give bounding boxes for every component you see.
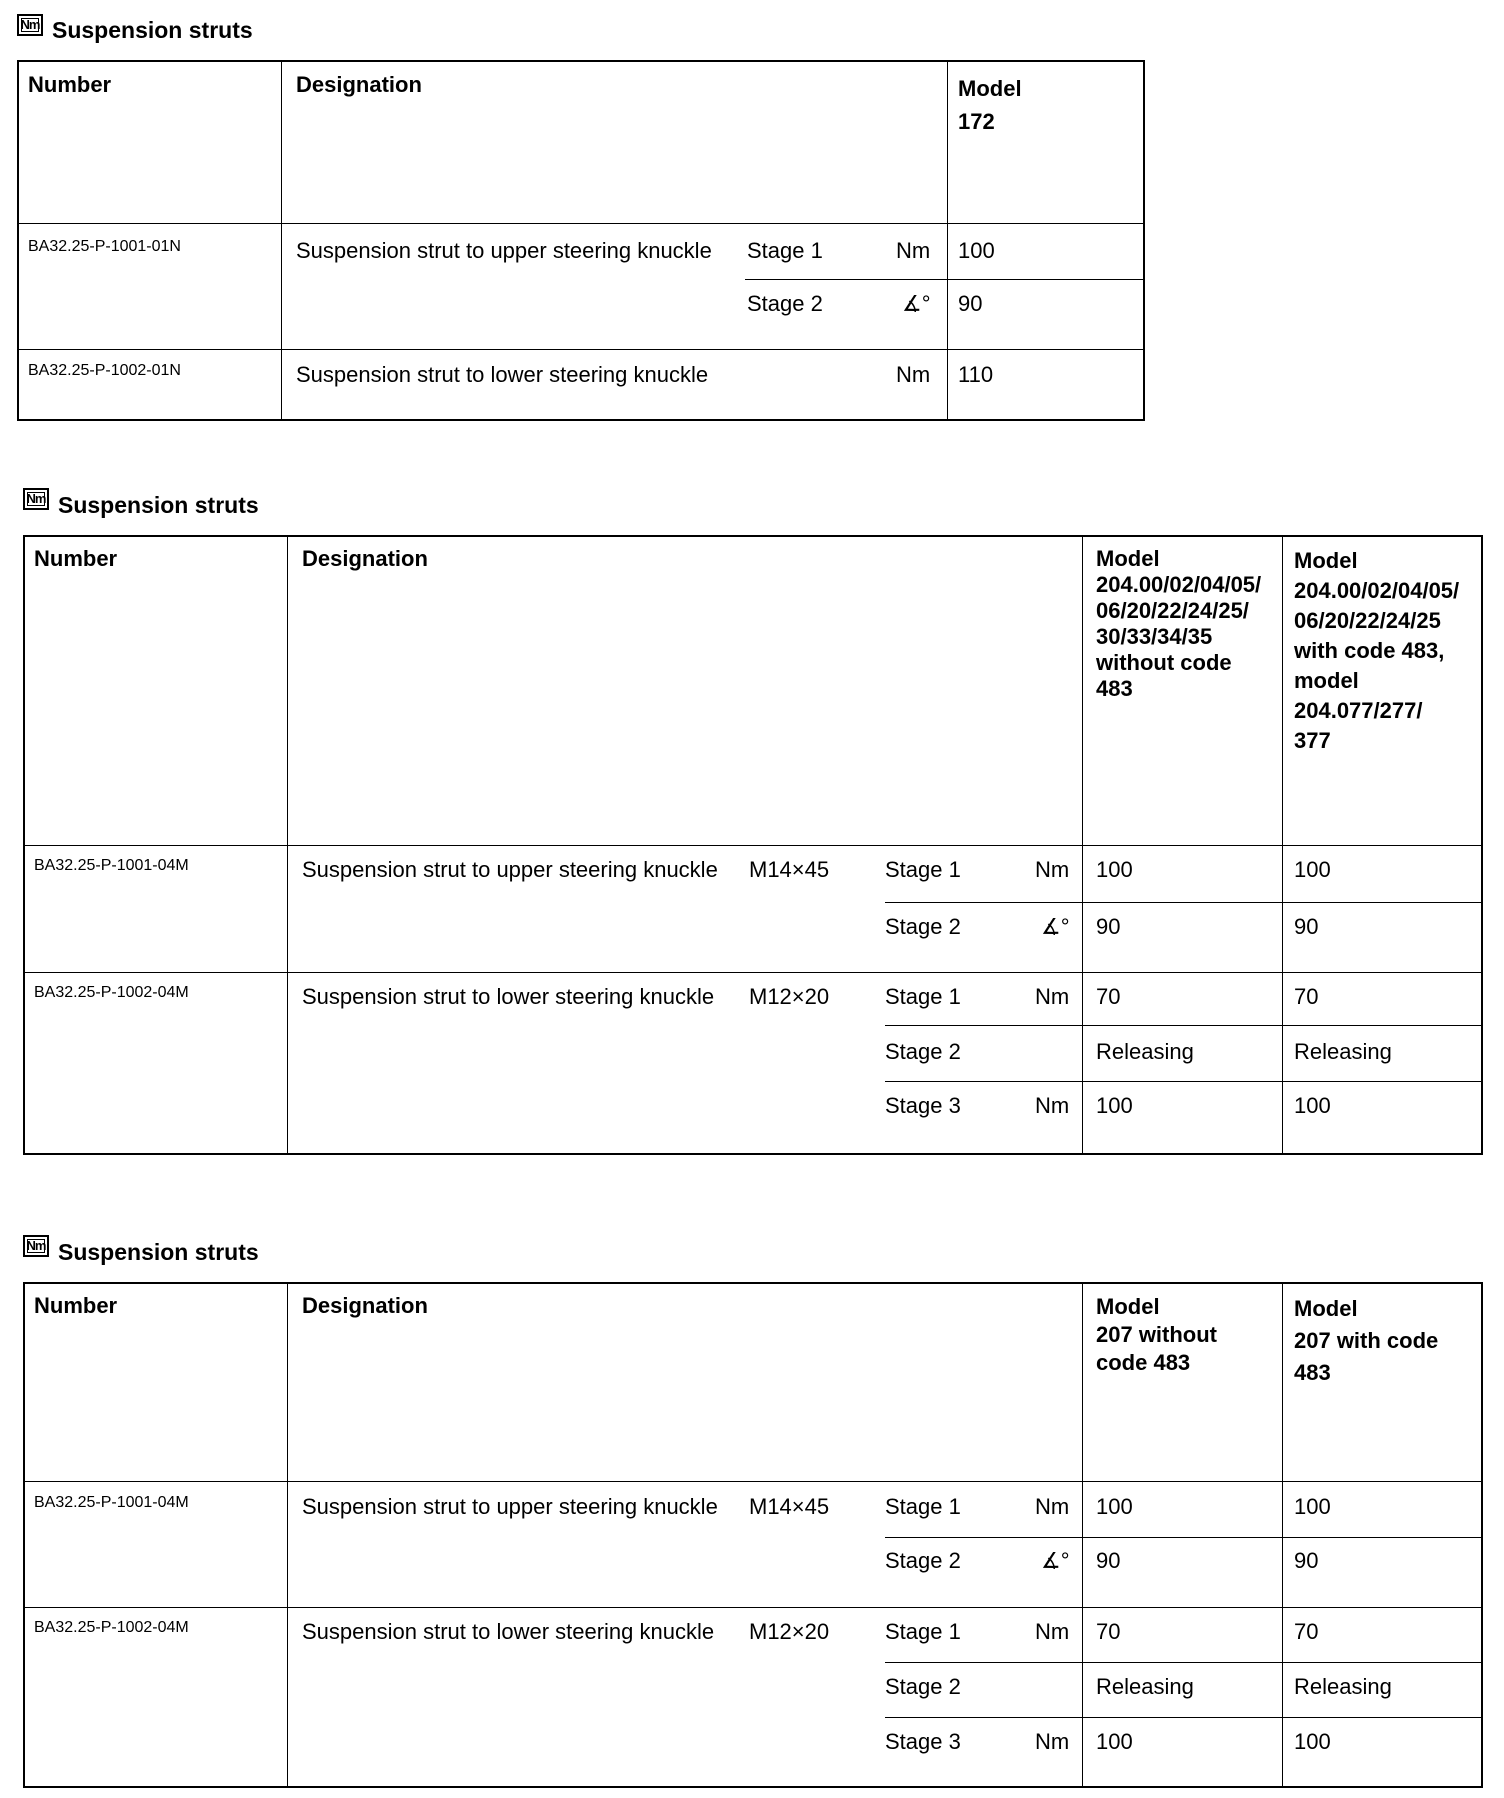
releasing-text: Releasing <box>1294 1039 1392 1064</box>
header-model: Model 207 without code 483 <box>1096 1294 1218 1375</box>
part-number: BA32.25-P-1001-04M <box>34 1494 189 1511</box>
stage-label: Stage 2 <box>885 1674 961 1699</box>
thread-size: M14×45 <box>749 857 830 882</box>
stage-label: Stage 1 <box>747 238 823 263</box>
designation-text: Suspension strut to lower steering knuckle <box>302 1619 715 1644</box>
torque-value: 70 <box>1294 984 1319 1009</box>
torque-value: 110 <box>958 362 994 387</box>
designation-text: Suspension strut to upper steering knuckle <box>302 857 718 882</box>
torque-value: 100 <box>1096 1494 1133 1519</box>
stage-label: Stage 2 <box>747 291 823 316</box>
angle-icon: ∡° <box>1041 1548 1070 1573</box>
designation-text: Suspension strut to upper steering knuckle <box>302 1494 718 1519</box>
part-number: BA32.25-P-1002-04M <box>34 1619 189 1636</box>
unit-nm: Nm <box>1035 1729 1070 1754</box>
stage-label: Stage 1 <box>885 1494 961 1519</box>
header-designation: Designation <box>302 1293 428 1318</box>
torque-nm-icon: Nm <box>23 1235 49 1257</box>
header-model: Model 204.00/02/04/05/ 06/20/22/24/25/ 30/33/34/35 without code 483 <box>1096 546 1262 701</box>
thread-size: M12×20 <box>749 984 830 1009</box>
torque-nm-icon: Nm <box>17 14 43 36</box>
thread-size: M12×20 <box>749 1619 830 1644</box>
part-number: BA32.25-P-1002-04M <box>34 984 189 1001</box>
releasing-text: Releasing <box>1096 1039 1194 1064</box>
angle-value: 90 <box>1096 914 1121 939</box>
header-model: Model 207 with code 483 <box>1294 1296 1439 1385</box>
section-title: Suspension struts <box>58 1239 259 1265</box>
section-title: Suspension struts <box>52 17 253 43</box>
torque-value: 100 <box>1294 1494 1331 1519</box>
header-number: Number <box>34 1293 118 1318</box>
angle-value: 90 <box>1294 1548 1319 1573</box>
part-number: BA32.25-P-1001-04M <box>34 857 189 874</box>
header-designation: Designation <box>296 72 422 97</box>
stage-label: Stage 3 <box>885 1729 961 1754</box>
stage-label: Stage 3 <box>885 1093 961 1118</box>
stage-label: Stage 1 <box>885 984 961 1009</box>
header-model: Model 172 <box>958 76 1022 134</box>
part-number: BA32.25-P-1002-01N <box>28 362 181 379</box>
torque-value: 100 <box>1294 1729 1331 1754</box>
torque-value: 70 <box>1096 984 1121 1009</box>
header-model: Model 204.00/02/04/05/ 06/20/22/24/25 with code 483, model 204.077/277/ 377 <box>1294 548 1460 753</box>
torque-value: 70 <box>1096 1619 1121 1644</box>
designation-text: Suspension strut to lower steering knuckle <box>302 984 715 1009</box>
header-number: Number <box>28 72 112 97</box>
header-number: Number <box>34 546 118 571</box>
unit-nm: Nm <box>1035 984 1070 1009</box>
angle-icon: ∡° <box>902 291 931 316</box>
unit-nm: Nm <box>896 238 931 263</box>
torque-value: 100 <box>1294 857 1331 882</box>
designation-text: Suspension strut to lower steering knuckle <box>296 362 709 387</box>
torque-value: 100 <box>1294 1093 1331 1118</box>
releasing-text: Releasing <box>1294 1674 1392 1699</box>
torque-value: 100 <box>1096 857 1133 882</box>
torque-value: 100 <box>1096 1093 1133 1118</box>
unit-nm: Nm <box>1035 1494 1070 1519</box>
angle-value: 90 <box>1096 1548 1121 1573</box>
torque-value: 70 <box>1294 1619 1319 1644</box>
stage-label: Stage 2 <box>885 1039 961 1064</box>
stage-label: Stage 1 <box>885 857 961 882</box>
unit-nm: Nm <box>1035 1093 1070 1118</box>
stage-label: Stage 2 <box>885 1548 961 1573</box>
header-designation: Designation <box>302 546 428 571</box>
designation-text: Suspension strut to upper steering knuckle <box>296 238 712 263</box>
angle-icon: ∡° <box>1041 914 1070 939</box>
part-number: BA32.25-P-1001-01N <box>28 238 181 255</box>
torque-nm-icon: Nm <box>23 488 49 510</box>
angle-value: 90 <box>958 291 983 316</box>
torque-value: 100 <box>1096 1729 1133 1754</box>
unit-nm: Nm <box>896 362 931 387</box>
releasing-text: Releasing <box>1096 1674 1194 1699</box>
unit-nm: Nm <box>1035 1619 1070 1644</box>
stage-label: Stage 2 <box>885 914 961 939</box>
section-title: Suspension struts <box>58 492 259 518</box>
unit-nm: Nm <box>1035 857 1070 882</box>
angle-value: 90 <box>1294 914 1319 939</box>
torque-value: 100 <box>958 238 995 263</box>
thread-size: M14×45 <box>749 1494 830 1519</box>
stage-label: Stage 1 <box>885 1619 961 1644</box>
